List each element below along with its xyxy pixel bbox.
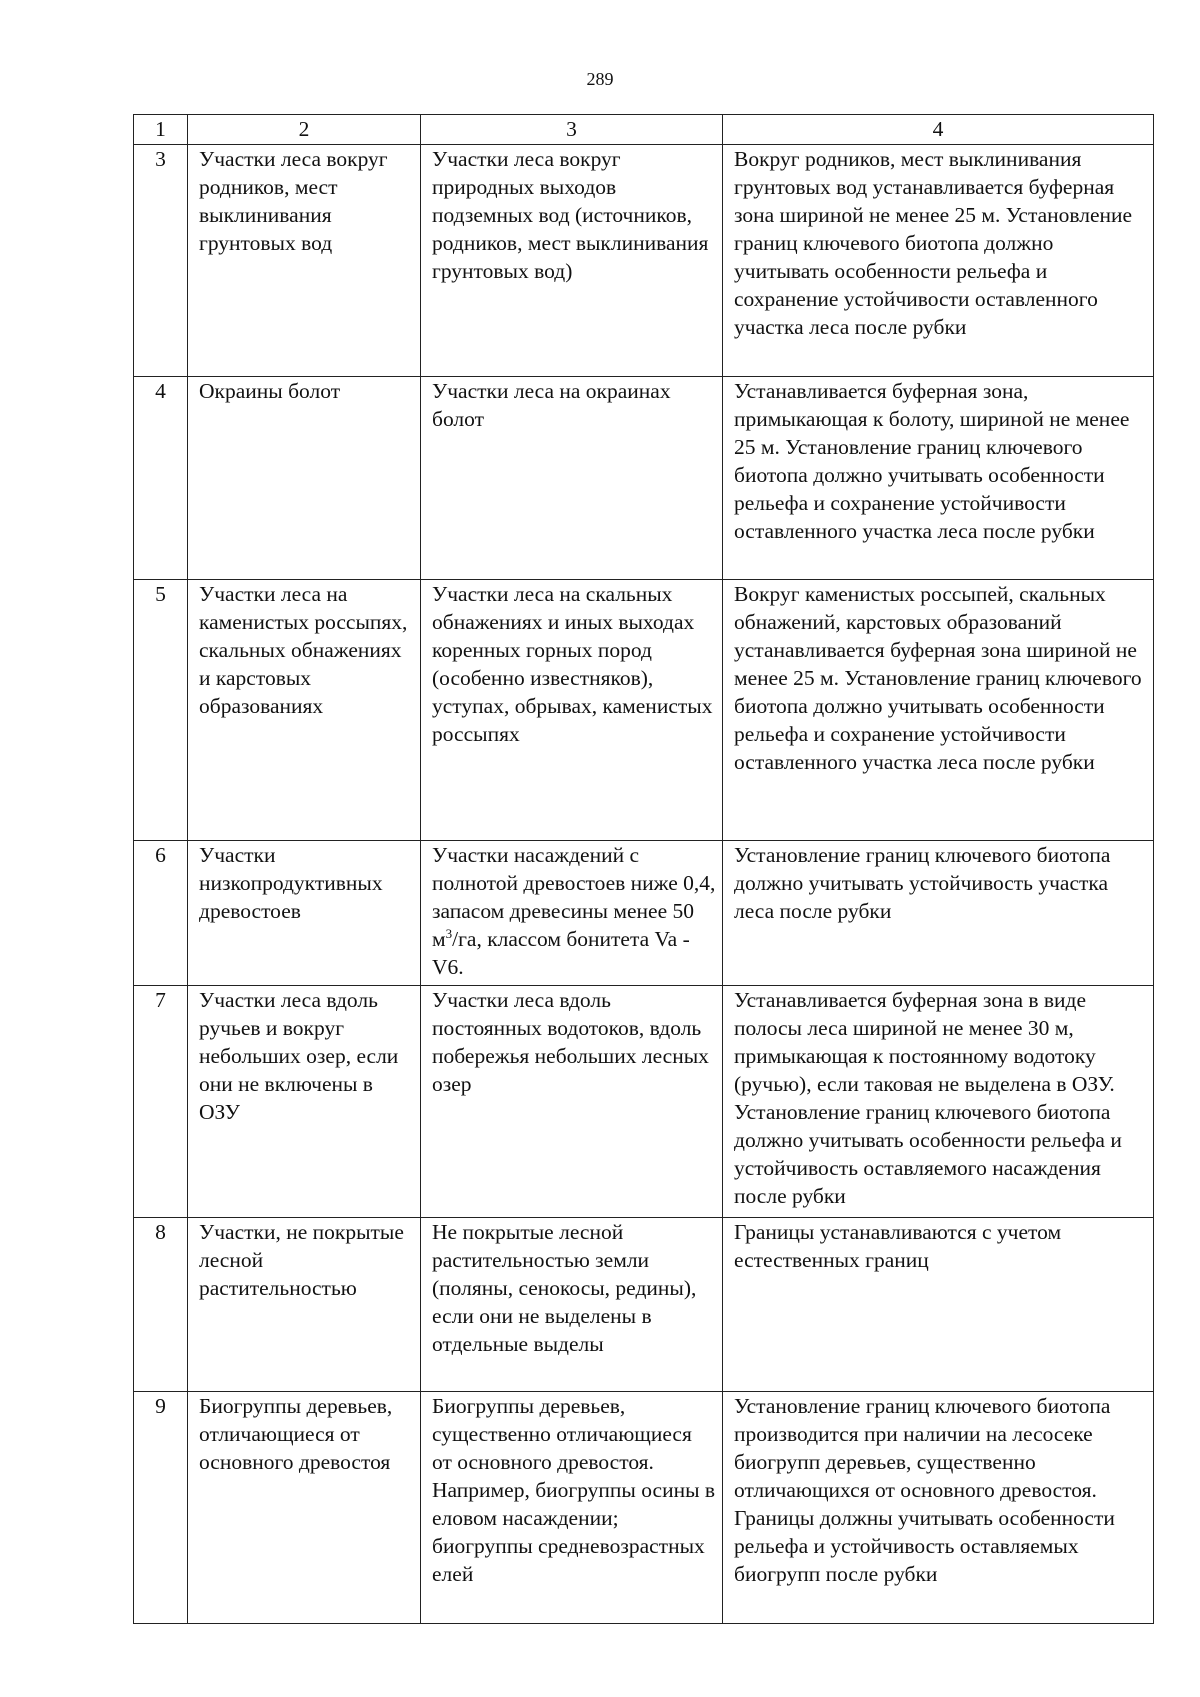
row-number: 6	[134, 841, 188, 986]
column-header: 1	[134, 115, 188, 145]
biotope-name-cell: Участки, не покрытые лесной растительностью	[188, 1218, 421, 1392]
row-number: 4	[134, 377, 188, 580]
table-header-row	[134, 115, 1154, 145]
column-header: 3	[421, 115, 723, 145]
description-text: /га, классом бонитета Va - V6.	[432, 927, 690, 979]
biotope-name-cell: Участки низкопродуктивных древостоев	[188, 841, 421, 986]
row-number: 8	[134, 1218, 188, 1392]
biotope-description-cell: Участки леса на скальных обнажениях и иных выходах коренных горных пород (особенно известняков), уступах, обрывах, каменистых россыпях	[421, 580, 723, 841]
boundary-rule-cell: Границы устанавливаются с учетом естественных границ	[723, 1218, 1154, 1392]
biotope-name-cell: Участки леса на каменистых россыпях, скальных обнажениях и карстовых образованиях	[188, 580, 421, 841]
row-number: 7	[134, 986, 188, 1218]
column-header: 2	[188, 115, 421, 145]
row-number: 5	[134, 580, 188, 841]
row-number: 3	[134, 145, 188, 377]
boundary-rule-cell: Устанавливается буферная зона в виде полосы леса шириной не менее 30 м, примыкающая к постоянному водотоку (ручью), если таковая не выделена в ОЗУ. Установление границ ключевого биотопа должно учитывать особенности рельефа и устойчивость оставляемого насаждения после рубки	[723, 986, 1154, 1218]
column-header: 4	[723, 115, 1154, 145]
biotope-name-cell: Окраины болот	[188, 377, 421, 580]
cubic-superscript: 3	[445, 925, 453, 941]
biotope-name-cell: Участки леса вдоль ручьев и вокруг небольших озер, если они не включены в ОЗУ	[188, 986, 421, 1218]
table-row	[134, 986, 1154, 1218]
biotope-table	[133, 114, 1154, 1624]
biotope-name-cell: Биогруппы деревьев, отличающиеся от основного древостоя	[188, 1392, 421, 1624]
boundary-rule-cell: Установление границ ключевого биотопа должно учитывать устойчивость участка леса после рубки	[723, 841, 1154, 986]
biotope-description-cell: Не покрытые лесной растительностью земли (поляны, сенокосы, редины), если они не выделены в отдельные выделы	[421, 1218, 723, 1392]
table-row	[134, 1218, 1154, 1392]
biotope-description-cell: Участки леса вокруг природных выходов подземных вод (источников, родников, мест выклинивания грунтовых вод)	[421, 145, 723, 377]
biotope-description-cell: Участки леса вдоль постоянных водотоков, вдоль побережья небольших лесных озер	[421, 986, 723, 1218]
boundary-rule-cell: Установление границ ключевого биотопа производится при наличии на лесосеке биогрупп деревьев, существенно отличающихся от основного древостоя. Границы должны учитывать особенности рельефа и устойчивость оставляемых биогрупп после рубки	[723, 1392, 1154, 1624]
biotope-description-cell: Участки леса на окраинах болот	[421, 377, 723, 580]
table-row	[134, 145, 1154, 377]
biotope-description-cell: Биогруппы деревьев, существенно отличающиеся от основного древостоя. Например, биогруппы осины в еловом насаждении; биогруппы средневозрастных елей	[421, 1392, 723, 1624]
biotope-description-cell	[421, 841, 723, 986]
table-row	[134, 841, 1154, 986]
boundary-rule-cell: Вокруг каменистых россыпей, скальных обнажений, карстовых образований устанавливается буферная зона шириной не менее 25 м. Установление границ ключевого биотопа должно учитывать особенности рельефа и сохранение устойчивости оставленного участка леса после рубки	[723, 580, 1154, 841]
biotope-name-cell: Участки леса вокруг родников, мест выклинивания грунтовых вод	[188, 145, 421, 377]
boundary-rule-cell: Устанавливается буферная зона, примыкающая к болоту, шириной не менее 25 м. Установление границ ключевого биотопа должно учитывать особенности рельефа и сохранение устойчивости оставленного участка леса после рубки	[723, 377, 1154, 580]
table-row	[134, 377, 1154, 580]
row-number: 9	[134, 1392, 188, 1624]
description-text: Участки насаждений с полнотой древостоев ниже 0,4, запасом древесины менее 50 м	[432, 843, 716, 951]
boundary-rule-cell: Вокруг родников, мест выклинивания грунтовых вод устанавливается буферная зона шириной не менее 25 м. Установление границ ключевого биотопа должно учитывать особенности рельефа и сохранение устойчивости оставленного участка леса после рубки	[723, 145, 1154, 377]
page-number: 289	[586, 69, 614, 89]
table-row	[134, 1392, 1154, 1624]
table-row	[134, 580, 1154, 841]
